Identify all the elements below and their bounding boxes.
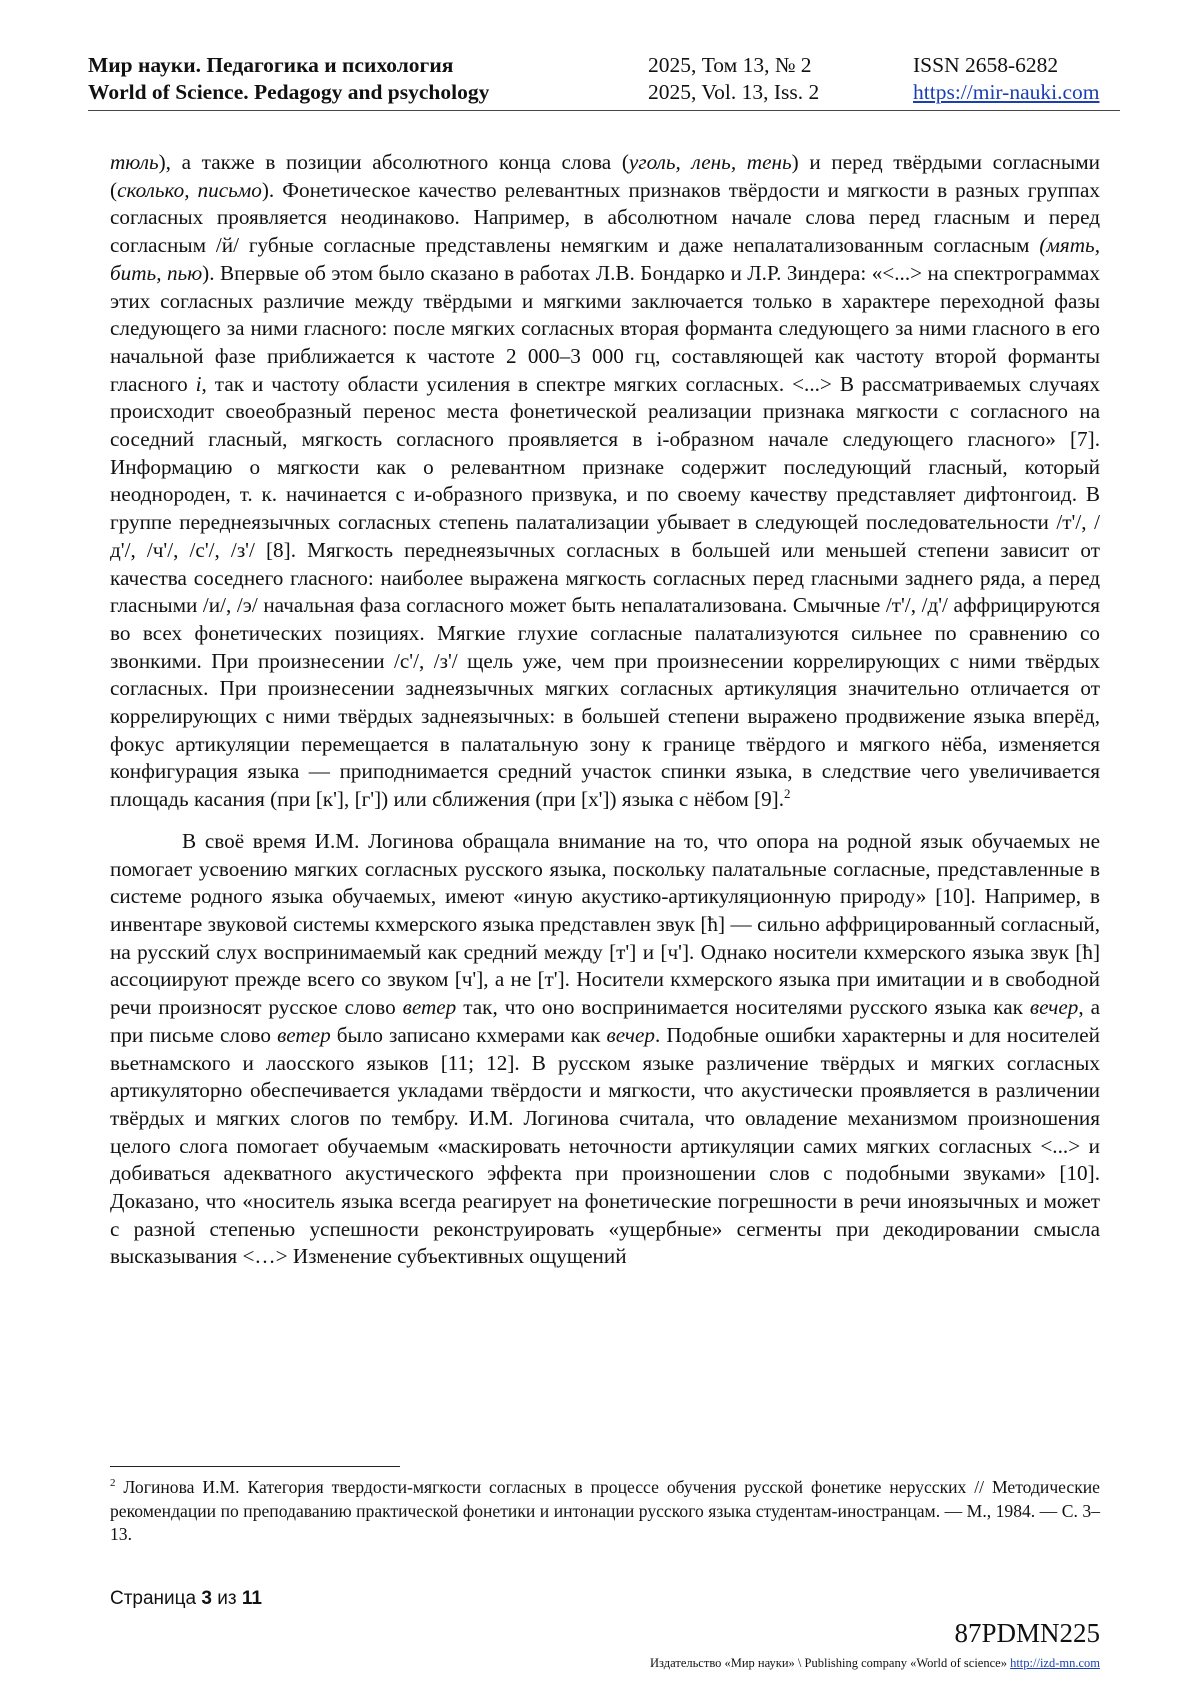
- footnote: [110, 1476, 1100, 1547]
- issue-info: [648, 52, 819, 106]
- paragraph-2: В своё время И.М. Логинова обращала внимание на то, что опора на родной язык обучаемых не помогает усвоению мягких согласных русского языка, поскольку палатальные согласные, представленные в системе родного языка обучаемых, имеют «иную акустико-артикуляционную природу» [10]. Например, в инвентаре звуковой системы кхмерского языка представлен звук [ħ] — сильно аффрицированный согласный, на русский слух воспринимаемый как средний между [т'] и [ч']. Однако носители кхмерского языка звук [ħ] ассоциируют прежде всего со звуком [ч'], а не [т']. Носители кхмерского языка при имитации и в свободной речи произносят русское слово ветер так, что оно воспринимается носителями русского языка как вечер, а при письме слово ветер было записано кхмерами как вечер. Подобные ошибки характерны и для носителей вьетнамского и лаосского языков [11; 12]. В русском языке различение твёрдых и мягких согласных артикуляторно обеспечивается укладами твёрдости и мягкости, что акустически проявляется в различении твёрдых и мягких слогов по тембру. И.М. Логинова считала, что овладение механизмом произношения целого слога помогает обучаемым «маскировать неточности артикуляции самих мягких согласных <...> и добиваться адекватного акустического эффекта при произношении слов с подобными звуками» [10]. Доказано, что «носитель языка всегда реагирует на фонетические погрешности в речи иноязычных и может с разной степенью успешности реконструировать «ущербные» сегменты при декодировании смысла высказывания <…> Изменение субъективных ощущений: [110, 828, 1101, 1269]
- page-number: Страница 3 из 11: [110, 1588, 262, 1609]
- issn: ISSN 2658-6282: [913, 53, 1059, 77]
- page-header: [88, 52, 1120, 110]
- journal-title: [88, 52, 489, 106]
- footnote-number: 2: [110, 1477, 116, 1490]
- issue-en: 2025, Vol. 13, Iss. 2: [648, 80, 820, 104]
- footnote-divider: [110, 1466, 400, 1467]
- journal-title-ru: Мир науки. Педагогика и психология: [88, 53, 454, 77]
- article-body: [110, 149, 1100, 1271]
- article-code: 87PDMN225: [954, 1618, 1100, 1648]
- footnote-ref: 2: [784, 786, 791, 802]
- journal-title-en: World of Science. Pedagogy and psychology: [88, 80, 490, 104]
- paragraph-1: тюль), а также в позиции абсолютного конца слова (уголь, лень, тень) и перед твёрдыми согласными (сколько, письмо). Фонетическое качество релевантных признаков твёрдости и мягкости в разных группах согласных проявляется неодинаково. Например, в абсолютном начале слова перед гласным и перед согласным /й/ губные согласные представлены немягким и даже непалатализованным согласным (мять, бить, пью). Впервые об этом было сказано в работах Л.В. Бондарко и Л.Р. Зиндера: «<...> на спектрограммах этих согласных различие между твёрдыми и мягкими заключается только в характере переходной фазы следующего за ними гласного: после мягких согласных вторая форманта следующего за ними гласного в его начальной фазе приближается к частоте 2 000–3 000 гц, составляющей как частоту второй форманты гласного i, так и частоту области усиления в спектре мягких согласных. <...> В рассматриваемых случаях происходит своеобразный перенос места фонетической реализации признака мягкости с согласного на соседний гласный, мягкость согласного проявляется в i-образном начале следующего гласного» [7]. Информацию о мягкости как о релевантном признаке содержит последующий гласный, который неоднороден, т. к. начинается с и-образного призвука, и по своему качеству представляет дифтонгоид. В группе переднеязычных согласных степень палатализации убывает в следующей последовательности /т'/, /д'/, /ч'/, /с'/, /з'/ [8]. Мягкость переднеязычных согласных в большей или меньшей степени зависит от качества соседнего гласного: наиболее выражена мягкость согласных перед гласными заднего ряда, а перед гласными /и/, /э/ начальная фаза согласного может быть непалатализована. Смычные /т'/, /д'/ аффрицируются во всех фонетических позициях. Мягкие глухие согласные палатализуются сильнее по сравнению со звонкими. При произнесении /с'/, /з'/ щель уже, чем при произнесении коррелирующих с ними твёрдых согласных. При произнесении заднеязычных мягких согласных артикуляция значительно отличается от коррелирующих с ними твёрдых заднеязычных: в большей степени выражено продвижение языка вперёд, фокус артикуляции перемещается в палатальную зону к границе твёрдого и мягкого нёба, изменяется конфигурация языка — приподнимается средний участок спинки языка, в следствие чего увеличивается площадь касания (при [к'], [г']) или сближения (при [х']) языка с нёбом [9].$^2$: [110, 150, 1100, 812]
- issue-ru: 2025, Том 13, № 2: [648, 53, 812, 77]
- journal-url-link[interactable]: https://mir-nauki.com: [913, 80, 1100, 104]
- footnote-text: Логинова И.М. Категория твердости-мягкости согласных в процессе обучения русской фонетике нерусских // Методические рекомендации по преподаванию практической фонетики и интонации русского языка студентам-иностранцам. — М., 1984. — С. 3–13.: [110, 1477, 1100, 1544]
- publisher-line: Издательство «Мир науки» \ Publishing company «World of science» http://izd-mn.com: [650, 1656, 1100, 1670]
- header-divider: [88, 110, 1120, 111]
- publisher-url-link[interactable]: http://izd-mn.com: [1010, 1656, 1100, 1670]
- issn-block: [913, 52, 1099, 106]
